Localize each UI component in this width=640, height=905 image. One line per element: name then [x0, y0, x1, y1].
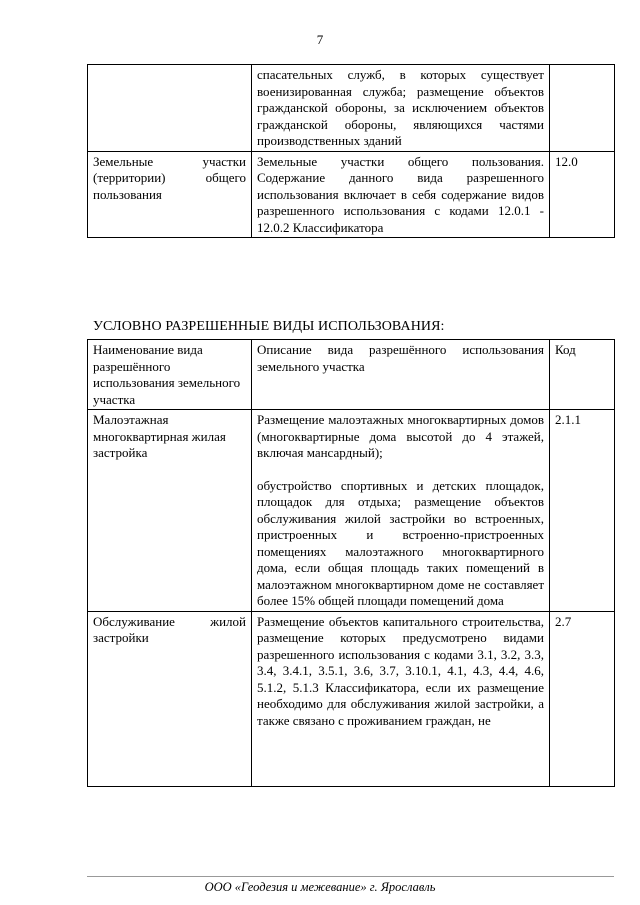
header-name-cell: Наименование вида разрешённого использования земельного участка: [88, 340, 252, 410]
table-row: [88, 410, 615, 612]
permitted-uses-table-continued: [87, 64, 615, 238]
page-number: 7: [316, 32, 324, 47]
table-row: [88, 65, 615, 152]
table-header-row: [88, 340, 615, 410]
use-description-cell: спасательных служб, в которых существует военизированная служба; размещение объектов гражданской обороны, за исключением объектов гражданской обороны, являющихся частями производственных зданий: [252, 65, 550, 152]
header-description-cell: Описание вида разрешённого использования земельного участка: [252, 340, 550, 410]
conditional-uses-table: [87, 339, 615, 787]
footer-divider: [87, 876, 614, 877]
use-code-cell: [550, 65, 615, 152]
header-code-cell: Код: [550, 340, 615, 410]
use-description-cell: [252, 410, 550, 612]
table-row: [88, 151, 615, 238]
description-paragraph: Размещение малоэтажных многоквартирных домов (многоквартирные дома высотой до 4 этажей, включая мансардный);: [257, 412, 544, 460]
use-code-cell: 2.1.1: [550, 410, 615, 612]
section-heading: УСЛОВНО РАЗРЕШЕННЫЕ ВИДЫ ИСПОЛЬЗОВАНИЯ:: [93, 319, 445, 334]
use-name-cell: Обслуживание жилой застройки: [88, 611, 252, 786]
table-row: [88, 611, 615, 786]
use-code-cell: 2.7: [550, 611, 615, 786]
use-name-cell: Земельные участки (территории) общего пользования: [88, 151, 252, 238]
use-name-cell: Малоэтажная многоквартирная жилая застройка: [88, 410, 252, 612]
page-footer: ООО «Геодезия и межевание» г. Ярославль: [204, 880, 436, 894]
use-code-cell: 12.0: [550, 151, 615, 238]
use-description-cell: [252, 611, 550, 786]
description-paragraph: обустройство спортивных и детских площадок, площадок для отдыха; размещение объектов обслуживания жилой застройки во встроенных, пристроенных и встроенно-пристроенных помещениях малоэтажного многоквартирного дома, если общая площадь таких помещений в малоэтажном многоквартирном доме не составляет более 15% общей площади помещений дома: [257, 477, 544, 608]
description-text: Размещение объектов капитального строительства, размещение которых предусмотрено видами разрешенного использования с кодами 3.1, 3.2, 3.3, 3.4, 3.4.1, 3.5.1, 3.6, 3.7, 3.10.1, 4.1, 4.3, 4.4, 4.6, 5.1.2, 5.1.3 Классификатора, если их размещение необходимо для обслуживания жилой застройки, а также связано с проживанием граждан, не: [257, 613, 544, 728]
use-name-cell: [88, 65, 252, 152]
use-description-cell: Земельные участки общего пользования. Содержание данного вида разрешенного использования включает в себя содержание видов разрешенного использования с кодами 12.0.1 - 12.0.2 Классификатора: [252, 151, 550, 238]
